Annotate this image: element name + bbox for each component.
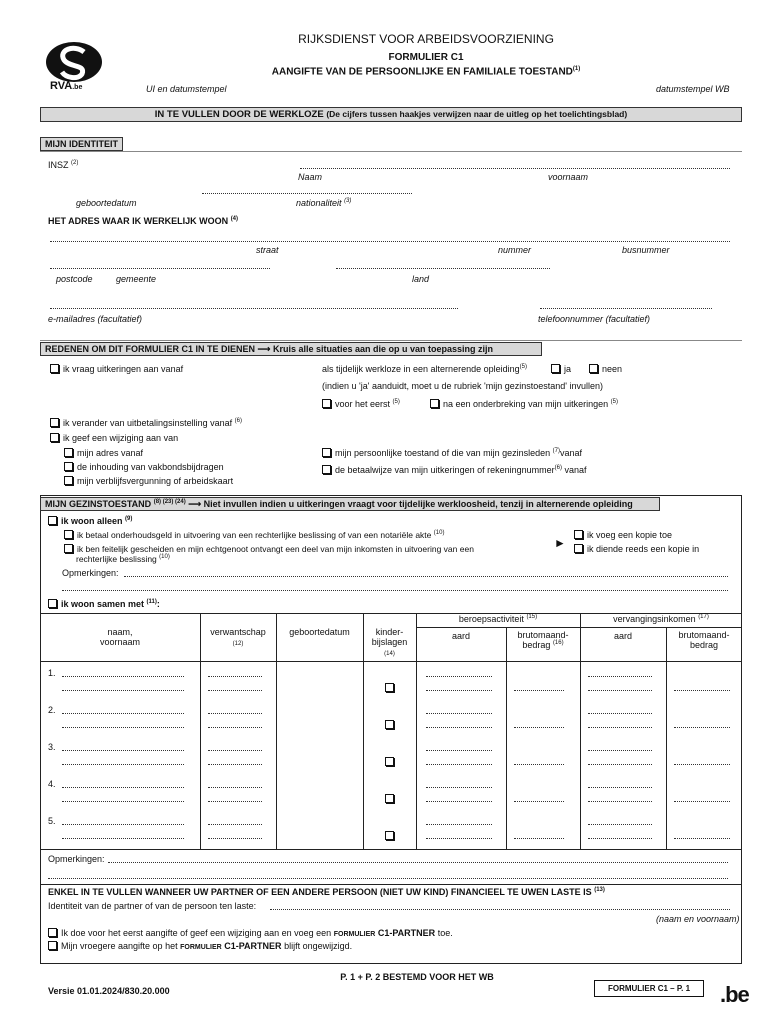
partner-option-2: [48, 941, 352, 951]
table-col-line: [506, 627, 507, 849]
ja-label: ja: [564, 364, 572, 374]
be-logo: .be: [720, 982, 749, 1007]
col-bruto2-text: brutomaand-: [678, 630, 730, 640]
fill-bar-subtitle: (De cijfers tussen haakjes verwijzen naar de uitleg op het toelichtingsblad): [326, 109, 628, 119]
col-kinderbijslagen: [363, 627, 416, 657]
col-aard-2: aard: [613, 631, 632, 641]
partner-option-1-pre: Ik doe voor het eerst aangifte of geef een wijziging aan en voeg een: [61, 928, 332, 938]
table-col-line: [276, 613, 277, 849]
busnummer-label: busnummer: [622, 245, 670, 255]
logo-suffix: .be: [72, 84, 83, 91]
family-top-rule: [40, 495, 742, 496]
remarks2-label: Opmerkingen:: [48, 854, 105, 864]
footer-form-box: FORMULIER C1 – P. 1: [594, 980, 704, 997]
row-bruto-field[interactable]: [514, 727, 564, 728]
eerst-label: voor het eerst: [335, 399, 391, 409]
row-aard-field[interactable]: [426, 750, 492, 751]
wijziging-betaalwijze-note: (6): [554, 465, 562, 471]
wijziging-vakbond-checkbox[interactable]: [64, 462, 73, 471]
col-vervang-note: (17): [698, 614, 709, 620]
wijziging-betaalwijze-label: de betaalwijze van mijn uitkeringen of rekeningnummer: [335, 465, 555, 475]
row-kinderbijslag-checkbox[interactable]: [385, 683, 398, 693]
kopie-ingediend-label: ik diende reeds een kopie in: [587, 544, 700, 554]
woon-samen-colon: :: [156, 599, 160, 609]
postcode-label: postcode: [56, 274, 93, 284]
family-arrow-icon: ⟶: [188, 499, 202, 509]
gescheiden-cont-note: (10): [159, 554, 170, 561]
address-heading-text: HET ADRES WAAR IK WERKELIJK WOON: [48, 216, 229, 226]
neen-checkbox[interactable]: [589, 364, 598, 373]
eerst-checkbox[interactable]: [322, 399, 331, 408]
row-aard-field[interactable]: [426, 713, 492, 714]
row-kinderbijslag-box[interactable]: [385, 720, 394, 729]
family-heading-tail: Niet invullen indien u uitkeringen vraagt voor tijdelijke werkloosheid, tenzij in alternerende opleiding: [203, 499, 633, 509]
reason-aanvraag-label: ik vraag uitkeringen aan vanaf: [63, 364, 184, 374]
row-verwantschap-field[interactable]: [208, 764, 262, 765]
family-bottom-rule: [40, 963, 742, 964]
row-aard2-field[interactable]: [588, 676, 652, 677]
table-bottom-rule: [40, 849, 742, 850]
address-heading: [48, 216, 238, 226]
wijziging-adres-checkbox[interactable]: [64, 448, 73, 457]
gemeente-label: gemeente: [116, 274, 157, 284]
col-vervang: [580, 614, 742, 624]
woon-samen: [48, 599, 160, 609]
row-aard-field[interactable]: [426, 838, 492, 839]
partner-heading-text: ENKEL IN TE VULLEN WANNEER UW PARTNER OF EEN ANDERE PERSOON (NIET UW KIND) FINANCIEEL TE UWEN LASTE IS: [48, 887, 592, 897]
col-naam-text: naam,: [107, 627, 133, 637]
reason-uitbetaling-label: ik verander van uitbetalingsinstelling vanaf: [63, 418, 233, 428]
onderbreking-note: (5): [610, 399, 618, 405]
footer-version: Versie 01.01.2024/830.20.000: [48, 986, 170, 996]
row-aard2-field[interactable]: [588, 838, 652, 839]
onderbreking-option: [430, 399, 618, 409]
geboortedatum-label: geboortedatum: [76, 198, 137, 208]
wijziging-adres-label: mijn adres vanaf: [77, 448, 144, 458]
col-geboortedatum: geboortedatum: [289, 627, 350, 637]
reason-aanvraag-checkbox[interactable]: [50, 364, 59, 373]
form-subtitle: [0, 66, 768, 77]
col-bruto1-note: (16): [552, 640, 564, 646]
row-number: 5.: [48, 816, 56, 826]
straat-label: straat: [256, 245, 279, 255]
row-verwantschap-field[interactable]: [208, 838, 262, 839]
col-beroeps-text: beroepsactiviteit: [458, 614, 524, 624]
col-bruto2b-text: bedrag: [689, 640, 719, 650]
eerst-note: (5): [392, 399, 400, 405]
remarks1-label: Opmerkingen:: [62, 568, 119, 578]
row-kinderbijslag-checkbox[interactable]: [385, 757, 398, 767]
nationaliteit-note: (3): [344, 198, 352, 204]
alternerende-opleiding: [322, 364, 527, 374]
row-naam-field[interactable]: [62, 750, 184, 751]
row-aard2-field[interactable]: [588, 824, 652, 825]
wijziging-toestand: [322, 448, 582, 458]
remarks2-field-2[interactable]: [48, 878, 728, 879]
row-verwantschap-field[interactable]: [208, 824, 262, 825]
neen-option: [589, 364, 622, 374]
logo-text: [50, 80, 82, 92]
row-kinderbijslag-checkbox[interactable]: [385, 794, 398, 804]
row-bruto2-field[interactable]: [674, 727, 730, 728]
wijziging-verblijf-label: mijn verblijfsvergunning of arbeidskaart: [77, 476, 234, 486]
postcode-gemeente-field[interactable]: [50, 268, 270, 269]
row-aard2-field[interactable]: [588, 764, 652, 765]
row-aard-field[interactable]: [426, 824, 492, 825]
woon-alleen-label: ik woon alleen: [61, 516, 123, 526]
ja-checkbox[interactable]: [551, 364, 560, 373]
col-bruto-2: [666, 630, 742, 650]
wijziging-betaalwijze-checkbox[interactable]: [322, 465, 331, 474]
col-bruto1-text: brutomaand-: [517, 630, 569, 640]
row-bruto-field[interactable]: [514, 801, 564, 802]
kopie-ingediend: [574, 544, 699, 554]
partner-rule: [40, 884, 742, 885]
partner-option-2-form: FORMULIER: [180, 944, 222, 951]
onderhoudsgeld-label: ik betaal onderhoudsgeld in uitvoering van een rechterlijke beslissing of van een notariële akte: [77, 530, 432, 540]
col-verwantschap-text: verwantschap: [210, 627, 266, 637]
alternerende-label: als tijdelijk werkloze in een alternerende opleiding: [322, 364, 520, 374]
woon-alleen-checkbox[interactable]: [48, 516, 57, 525]
row-aard2-field[interactable]: [588, 713, 652, 714]
identity-rule: [40, 151, 742, 152]
row-aard-field[interactable]: [426, 727, 492, 728]
reason-uitbetaling: [50, 418, 242, 428]
partner-option-1-form: FORMULIER: [333, 931, 376, 938]
onderhoudsgeld: [64, 530, 444, 540]
col-naam: [40, 627, 200, 647]
partner-option-1-c1: C1-PARTNER: [377, 928, 436, 938]
col-voornaam-text: voornaam: [99, 637, 141, 647]
row-number: 3.: [48, 742, 56, 752]
row-verwantschap-field[interactable]: [208, 801, 262, 802]
row-bruto2-field[interactable]: [674, 838, 730, 839]
partner-option-1-checkbox[interactable]: [48, 928, 57, 937]
row-aard2-field[interactable]: [588, 787, 652, 788]
form-title: FORMULIER C1: [388, 52, 464, 63]
nationaliteit-label: [296, 198, 351, 208]
wijziging-toestand-note: (7): [552, 448, 560, 454]
land-label: land: [412, 274, 430, 284]
land-field[interactable]: [336, 268, 550, 269]
row-aard2-field[interactable]: [588, 727, 652, 728]
remarks1-field[interactable]: [124, 576, 728, 577]
neen-label: neen: [602, 364, 623, 374]
partner-heading-note: (13): [594, 887, 605, 893]
reason-aanvraag: [50, 364, 183, 374]
family-heading-note: (8) (23) (24): [153, 499, 186, 505]
bracket-arrow-icon: ►: [554, 536, 566, 550]
col-verwantschap-note: (12): [232, 641, 244, 647]
row-bruto2-field[interactable]: [674, 764, 730, 765]
table-head-rule: [40, 661, 742, 662]
email-label: e-mailadres (facultatief): [48, 314, 143, 324]
geboortedatum-field[interactable]: [202, 193, 412, 194]
fill-bar-title: IN TE VULLEN DOOR DE WERKLOZE: [154, 109, 324, 120]
kopie-toe-label: ik voeg een kopie toe: [587, 530, 673, 540]
col-bruto1b-text: bedrag: [522, 640, 551, 650]
family-heading: [40, 497, 660, 511]
ja-hint: (indien u 'ja' aanduidt, moet u de rubriek 'mijn gezinstoestand' invullen): [322, 381, 604, 391]
row-voornaam-field[interactable]: [62, 801, 184, 802]
table-col-line: [416, 613, 417, 849]
remarks1-field-2[interactable]: [62, 590, 728, 591]
col-bijslagen-text: bijslagen: [371, 637, 408, 647]
row-number: 2.: [48, 705, 56, 715]
col-vervang-text: vervangingsinkomen: [613, 614, 696, 624]
col-beroeps: [416, 614, 580, 624]
identity-heading: MIJN IDENTITEIT: [40, 137, 123, 151]
reason-uitbetaling-note: (6): [234, 418, 242, 424]
row-number: 4.: [48, 779, 56, 789]
col-bijslagen-note: (14): [384, 651, 395, 657]
woon-alleen-note: (9): [125, 516, 133, 522]
logo-rva: RVA: [50, 80, 73, 92]
wijziging-vakbond: [64, 462, 224, 472]
partner-option-2-post: blijft ongewijzigd.: [284, 941, 353, 951]
row-naam-field[interactable]: [62, 824, 184, 825]
wijziging-adres: [64, 448, 143, 458]
nummer-label: nummer: [498, 245, 532, 255]
row-voornaam-field[interactable]: [62, 690, 184, 691]
woon-samen-checkbox[interactable]: [48, 599, 57, 608]
col-kinder-text: kinder-: [375, 627, 404, 637]
row-number: 1.: [48, 668, 56, 678]
naam-field[interactable]: [300, 168, 730, 169]
insz-text: INSZ: [48, 160, 69, 170]
row-verwantschap-field[interactable]: [208, 750, 262, 751]
ja-option: [551, 364, 571, 374]
stamp-ui-label: UI en datumstempel: [146, 84, 227, 94]
row-kinderbijslag-box[interactable]: [385, 831, 394, 840]
reasons-heading-tail: Kruis alle situaties aan die op u van toepassing zijn: [272, 344, 494, 354]
form-subtitle-text: AANGIFTE VAN DE PERSOONLIJKE EN FAMILIALE TOESTAND: [271, 66, 573, 78]
eerst-option: [322, 399, 400, 409]
partner-id-field[interactable]: [270, 909, 730, 910]
telefoon-field[interactable]: [540, 308, 712, 309]
family-left-border: [40, 495, 41, 963]
row-aard-field[interactable]: [426, 676, 492, 677]
voornaam-label: voornaam: [548, 172, 589, 182]
address-field[interactable]: [50, 241, 730, 242]
reason-wijziging-label: ik geef een wijziging aan van: [63, 433, 179, 443]
row-bruto2-field[interactable]: [674, 690, 730, 691]
table-col-line: [580, 613, 581, 849]
row-naam-field[interactable]: [62, 713, 184, 714]
row-verwantschap-field[interactable]: [208, 787, 262, 788]
wijziging-verblijf: [64, 476, 233, 486]
stamp-wb-label: datumstempel WB: [656, 84, 730, 94]
row-naam-field[interactable]: [62, 676, 184, 677]
row-kinderbijslag-box[interactable]: [385, 794, 394, 803]
table-subhead-rule: [416, 627, 742, 628]
woon-samen-label: ik woon samen met: [61, 599, 145, 609]
reasons-arrow-icon: ⟶: [257, 344, 271, 354]
col-beroeps-note: (15): [526, 614, 538, 620]
reasons-heading: [40, 342, 542, 356]
family-heading-text: MIJN GEZINSTOESTAND: [45, 499, 152, 509]
wijziging-toestand-tail: vanaf: [560, 448, 583, 458]
table-col-line: [666, 627, 667, 849]
row-voornaam-field[interactable]: [62, 727, 184, 728]
row-voornaam-field[interactable]: [62, 764, 184, 765]
row-aard2-field[interactable]: [588, 750, 652, 751]
partner-option-2-pre: Mijn vroegere aangifte op het: [61, 941, 178, 951]
onderbreking-checkbox[interactable]: [430, 399, 439, 408]
woon-samen-note: (11): [146, 599, 157, 605]
form-subtitle-note: (1): [572, 66, 581, 72]
footer-pages: P. 1 + P. 2 BESTEMD VOOR HET WB: [340, 972, 494, 982]
kopie-ingediend-checkbox[interactable]: [574, 544, 583, 553]
col-aard-1: aard: [451, 631, 470, 641]
partner-option-2-c1: C1-PARTNER: [224, 941, 282, 951]
agency-name: RIJKSDIENST VOOR ARBEIDSVOORZIENING: [298, 32, 554, 46]
reason-uitbetaling-checkbox[interactable]: [50, 418, 59, 427]
row-aard-field[interactable]: [426, 801, 492, 802]
kopie-toe: [574, 530, 672, 540]
wijziging-verblijf-checkbox[interactable]: [64, 476, 73, 485]
family-right-border: [741, 495, 742, 963]
woon-alleen: [48, 516, 132, 526]
row-kinderbijslag-checkbox[interactable]: [385, 831, 398, 841]
onderhoudsgeld-checkbox[interactable]: [64, 530, 73, 539]
naam-label: Naam: [298, 172, 323, 182]
table-col-line: [200, 613, 201, 849]
row-aard-field[interactable]: [426, 787, 492, 788]
reason-wijziging-checkbox[interactable]: [50, 433, 59, 442]
alternerende-note: (5): [519, 364, 527, 370]
reasons-rule: [40, 340, 742, 341]
row-kinderbijslag-checkbox[interactable]: [385, 720, 398, 730]
partner-heading: [48, 887, 605, 897]
partner-id-label: Identiteit van de partner of van de persoon ten laste:: [48, 901, 257, 911]
row-bruto-field[interactable]: [514, 838, 564, 839]
insz-note: (2): [71, 160, 79, 166]
kopie-toe-checkbox[interactable]: [574, 530, 583, 539]
row-bruto-field[interactable]: [514, 690, 564, 691]
wijziging-betaalwijze-tail: vanaf: [564, 465, 587, 475]
row-aard-field[interactable]: [426, 764, 492, 765]
row-kinderbijslag-box[interactable]: [385, 757, 394, 766]
gescheiden-cont-label: rechterlijke beslissing: [76, 554, 157, 564]
row-aard2-field[interactable]: [588, 690, 652, 691]
row-verwantschap-field[interactable]: [208, 713, 262, 714]
partner-id-hint: (naam en voornaam): [656, 914, 740, 924]
partner-option-1-post: toe.: [437, 928, 453, 938]
gescheiden-cont: [76, 554, 170, 564]
wijziging-toestand-label: mijn persoonlijke toestand of die van mijn gezinsleden: [335, 448, 551, 458]
gescheiden-label: ik ben feitelijk gescheiden en mijn echtgenoot ontvangt een deel van mijn inkomsten in uitvoering van een: [77, 544, 474, 554]
partner-option-2-checkbox[interactable]: [48, 941, 57, 950]
reasons-heading-text: REDENEN OM DIT FORMULIER C1 IN TE DIENEN: [45, 344, 256, 354]
gescheiden: [64, 544, 474, 554]
row-naam-field[interactable]: [62, 787, 184, 788]
col-verwantschap: [200, 627, 276, 647]
wijziging-betaalwijze: [322, 465, 587, 475]
address-note: (4): [230, 216, 239, 222]
row-verwantschap-field[interactable]: [208, 690, 262, 691]
telefoon-label: telefoonnummer (facultatief): [538, 314, 651, 324]
row-verwantschap-field[interactable]: [208, 727, 262, 728]
remarks2-field[interactable]: [108, 862, 728, 863]
row-voornaam-field[interactable]: [62, 838, 184, 839]
onderhoudsgeld-note: (10): [433, 530, 445, 537]
row-bruto2-field[interactable]: [674, 801, 730, 802]
row-bruto-field[interactable]: [514, 764, 564, 765]
row-verwantschap-field[interactable]: [208, 676, 262, 677]
partner-option-1: [48, 928, 453, 938]
onderbreking-label: na een onderbreking van mijn uitkeringen: [443, 399, 609, 409]
reason-wijziging: [50, 433, 178, 443]
row-aard2-field[interactable]: [588, 801, 652, 802]
col-bruto-1: [506, 630, 580, 650]
gescheiden-checkbox[interactable]: [64, 544, 73, 553]
wijziging-vakbond-label: de inhouding van vakbondsbijdragen: [77, 462, 224, 472]
insz-label: [48, 160, 78, 170]
nationaliteit-text: nationaliteit: [296, 198, 342, 208]
row-kinderbijslag-box[interactable]: [385, 683, 394, 692]
wijziging-toestand-checkbox[interactable]: [322, 448, 331, 457]
email-field[interactable]: [50, 308, 458, 309]
row-aard-field[interactable]: [426, 690, 492, 691]
fill-instruction-bar: [40, 107, 742, 122]
